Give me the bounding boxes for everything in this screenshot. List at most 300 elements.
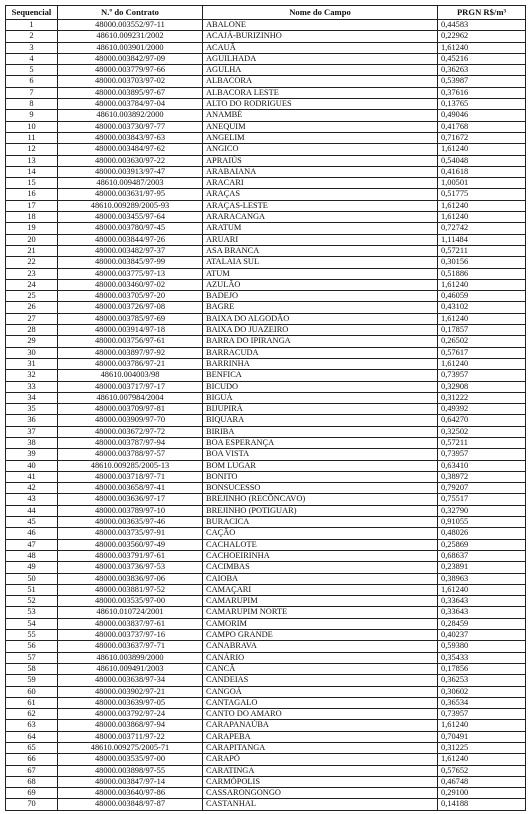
cell-nome-campo: ALBACORA	[203, 76, 438, 87]
table-row	[6, 675, 526, 686]
cell-prgn: 0,38972	[438, 471, 526, 482]
cell-contrato: 48000.003484/97-62	[58, 144, 203, 155]
table-row	[6, 607, 526, 618]
campos-table	[5, 5, 526, 811]
cell-sequencial: 4	[6, 53, 58, 64]
table-row	[6, 31, 526, 42]
table-row	[6, 743, 526, 754]
cell-prgn: 0,29100	[438, 788, 526, 799]
cell-nome-campo: CARAPEBA	[203, 731, 438, 742]
cell-prgn: 0,45216	[438, 53, 526, 64]
cell-prgn: 0,13765	[438, 99, 526, 110]
cell-contrato: 48000.003780/97-45	[58, 223, 203, 234]
cell-contrato: 48000.003779/97-66	[58, 65, 203, 76]
cell-contrato: 48000.003635/97-46	[58, 517, 203, 528]
cell-sequencial: 31	[6, 358, 58, 369]
cell-nome-campo: CACIMBAS	[203, 562, 438, 573]
cell-prgn: 0,48026	[438, 528, 526, 539]
table-row	[6, 155, 526, 166]
cell-sequencial: 42	[6, 483, 58, 494]
cell-contrato: 48000.003482/97-37	[58, 245, 203, 256]
cell-sequencial: 37	[6, 426, 58, 437]
table-row	[6, 562, 526, 573]
cell-prgn: 0,49392	[438, 404, 526, 415]
cell-sequencial: 36	[6, 415, 58, 426]
cell-sequencial: 38	[6, 437, 58, 448]
cell-contrato: 48000.003881/97-52	[58, 584, 203, 595]
cell-nome-campo: BARRINHA	[203, 358, 438, 369]
cell-contrato: 48000.003785/97-69	[58, 313, 203, 324]
table-row	[6, 42, 526, 53]
cell-sequencial: 26	[6, 302, 58, 313]
cell-sequencial: 10	[6, 121, 58, 132]
cell-prgn: 0,33643	[438, 596, 526, 607]
table-row	[6, 325, 526, 336]
cell-contrato: 48610.009491/2003	[58, 663, 203, 674]
cell-prgn: 0,32502	[438, 426, 526, 437]
table-row	[6, 189, 526, 200]
header-sequencial: Sequencial	[6, 6, 58, 20]
cell-nome-campo: ARARACANGA	[203, 212, 438, 223]
cell-nome-campo: ARAÇAS-LESTE	[203, 200, 438, 211]
table-row	[6, 505, 526, 516]
cell-sequencial: 24	[6, 279, 58, 290]
cell-nome-campo: BONSUCESSO	[203, 483, 438, 494]
cell-nome-campo: BURACICA	[203, 517, 438, 528]
table-row	[6, 539, 526, 550]
cell-prgn: 1,61240	[438, 144, 526, 155]
cell-sequencial: 70	[6, 799, 58, 810]
cell-nome-campo: ARUARI	[203, 234, 438, 245]
cell-nome-campo: ALTO DO RODRIGUES	[203, 99, 438, 110]
cell-prgn: 0,23891	[438, 562, 526, 573]
cell-contrato: 48000.003640/97-86	[58, 788, 203, 799]
table-row	[6, 257, 526, 268]
table-row	[6, 336, 526, 347]
cell-prgn: 0,59380	[438, 641, 526, 652]
cell-nome-campo: ARACARI	[203, 178, 438, 189]
table-row	[6, 709, 526, 720]
table-row	[6, 347, 526, 358]
cell-nome-campo: BREJINHO (POTIGUAR)	[203, 505, 438, 516]
table-row	[6, 144, 526, 155]
cell-sequencial: 8	[6, 99, 58, 110]
cell-sequencial: 67	[6, 765, 58, 776]
cell-contrato: 48000.003788/97-57	[58, 449, 203, 460]
cell-nome-campo: ARAÇAS	[203, 189, 438, 200]
cell-prgn: 0,46059	[438, 291, 526, 302]
table-row	[6, 313, 526, 324]
cell-prgn: 0,32908	[438, 381, 526, 392]
cell-sequencial: 15	[6, 178, 58, 189]
cell-contrato: 48000.003636/97-17	[58, 494, 203, 505]
cell-prgn: 1,61240	[438, 584, 526, 595]
table-row	[6, 53, 526, 64]
cell-prgn: 0,14188	[438, 799, 526, 810]
cell-contrato: 48000.003639/97-05	[58, 697, 203, 708]
cell-prgn: 1,61240	[438, 720, 526, 731]
cell-sequencial: 48	[6, 550, 58, 561]
cell-nome-campo: CASSARONGONGO	[203, 788, 438, 799]
cell-prgn: 0,43102	[438, 302, 526, 313]
cell-nome-campo: AGUILHADA	[203, 53, 438, 64]
cell-nome-campo: CANTO DO AMARO	[203, 709, 438, 720]
table-row	[6, 697, 526, 708]
cell-prgn: 0,28459	[438, 618, 526, 629]
table-row	[6, 20, 526, 31]
cell-contrato: 48610.009275/2005-71	[58, 743, 203, 754]
cell-contrato: 48000.003455/97-64	[58, 212, 203, 223]
cell-sequencial: 18	[6, 212, 58, 223]
cell-contrato: 48000.003909/97-70	[58, 415, 203, 426]
cell-contrato: 48000.003736/97-53	[58, 562, 203, 573]
cell-sequencial: 33	[6, 381, 58, 392]
table-row	[6, 200, 526, 211]
cell-prgn: 0,33643	[438, 607, 526, 618]
table-row	[6, 212, 526, 223]
cell-contrato: 48610.010724/2001	[58, 607, 203, 618]
table-row	[6, 471, 526, 482]
cell-nome-campo: APRAIÚS	[203, 155, 438, 166]
table-row	[6, 494, 526, 505]
cell-nome-campo: ACAJÁ-BURIZINHO	[203, 31, 438, 42]
header-contrato: N.º do Contrato	[58, 6, 203, 20]
cell-nome-campo: ANGICO	[203, 144, 438, 155]
cell-nome-campo: CACHALOTE	[203, 539, 438, 550]
cell-nome-campo: BARRA DO IPIRANGA	[203, 336, 438, 347]
cell-sequencial: 69	[6, 788, 58, 799]
cell-contrato: 48000.003791/97-61	[58, 550, 203, 561]
cell-contrato: 48000.003844/97-26	[58, 234, 203, 245]
cell-contrato: 48000.003786/97-21	[58, 358, 203, 369]
cell-nome-campo: BAIXA DO JUAZEIRO	[203, 325, 438, 336]
table-row	[6, 731, 526, 742]
cell-sequencial: 53	[6, 607, 58, 618]
cell-prgn: 0,68637	[438, 550, 526, 561]
cell-nome-campo: BENFICA	[203, 370, 438, 381]
cell-prgn: 1,61240	[438, 200, 526, 211]
cell-sequencial: 55	[6, 630, 58, 641]
header-nome-campo: Nome do Campo	[203, 6, 438, 20]
table-row	[6, 584, 526, 595]
cell-prgn: 0,57652	[438, 765, 526, 776]
cell-nome-campo: BOM LUGAR	[203, 460, 438, 471]
table-row	[6, 618, 526, 629]
cell-sequencial: 11	[6, 132, 58, 143]
cell-contrato: 48000.003535/97-00	[58, 754, 203, 765]
cell-contrato: 48000.003775/97-13	[58, 268, 203, 279]
cell-sequencial: 3	[6, 42, 58, 53]
cell-contrato: 48000.003784/97-04	[58, 99, 203, 110]
cell-prgn: 0,41618	[438, 166, 526, 177]
cell-prgn: 0,30602	[438, 686, 526, 697]
cell-prgn: 0,53987	[438, 76, 526, 87]
cell-prgn: 0,41768	[438, 121, 526, 132]
cell-contrato: 48000.003845/97-99	[58, 257, 203, 268]
cell-sequencial: 25	[6, 291, 58, 302]
cell-contrato: 48000.003897/97-92	[58, 347, 203, 358]
cell-nome-campo: BAIXA DO ALGODÃO	[203, 313, 438, 324]
cell-contrato: 48000.003638/97-34	[58, 675, 203, 686]
cell-sequencial: 20	[6, 234, 58, 245]
cell-prgn: 0,57617	[438, 347, 526, 358]
table-row	[6, 765, 526, 776]
cell-sequencial: 49	[6, 562, 58, 573]
cell-prgn: 0,36253	[438, 675, 526, 686]
cell-prgn: 0,22962	[438, 31, 526, 42]
cell-prgn: 0,36534	[438, 697, 526, 708]
table-row	[6, 291, 526, 302]
cell-prgn: 0,31222	[438, 392, 526, 403]
cell-prgn: 0,73957	[438, 449, 526, 460]
table-row	[6, 302, 526, 313]
cell-nome-campo: CAMPO GRANDE	[203, 630, 438, 641]
cell-nome-campo: CAIOBA	[203, 573, 438, 584]
table-row	[6, 788, 526, 799]
cell-sequencial: 17	[6, 200, 58, 211]
cell-nome-campo: AGULHA	[203, 65, 438, 76]
cell-sequencial: 30	[6, 347, 58, 358]
cell-contrato: 48610.009289/2005-93	[58, 200, 203, 211]
cell-sequencial: 1	[6, 20, 58, 31]
cell-prgn: 0,63410	[438, 460, 526, 471]
table-row	[6, 460, 526, 471]
table-row	[6, 663, 526, 674]
cell-contrato: 48000.003895/97-67	[58, 87, 203, 98]
cell-prgn: 0,57211	[438, 437, 526, 448]
cell-contrato: 48610.003899/2000	[58, 652, 203, 663]
cell-sequencial: 21	[6, 245, 58, 256]
cell-nome-campo: BARRACUDA	[203, 347, 438, 358]
cell-contrato: 48000.003658/97-41	[58, 483, 203, 494]
table-row	[6, 121, 526, 132]
cell-sequencial: 58	[6, 663, 58, 674]
cell-prgn: 1,61240	[438, 754, 526, 765]
cell-contrato: 48610.003892/2000	[58, 110, 203, 121]
cell-contrato: 48000.003837/97-61	[58, 618, 203, 629]
cell-sequencial: 57	[6, 652, 58, 663]
table-row	[6, 426, 526, 437]
cell-nome-campo: BOA VISTA	[203, 449, 438, 460]
cell-contrato: 48000.003902/97-21	[58, 686, 203, 697]
cell-nome-campo: CASTANHAL	[203, 799, 438, 810]
cell-sequencial: 23	[6, 268, 58, 279]
cell-nome-campo: ARABAIANA	[203, 166, 438, 177]
cell-prgn: 1,61240	[438, 279, 526, 290]
cell-prgn: 0,37616	[438, 87, 526, 98]
cell-contrato: 48000.003672/97-72	[58, 426, 203, 437]
cell-nome-campo: ANAMBÉ	[203, 110, 438, 121]
cell-contrato: 48000.003756/97-61	[58, 336, 203, 347]
cell-nome-campo: ATUM	[203, 268, 438, 279]
cell-contrato: 48000.003913/97-47	[58, 166, 203, 177]
cell-nome-campo: BIGUÁ	[203, 392, 438, 403]
cell-nome-campo: BIJUPIRÁ	[203, 404, 438, 415]
cell-prgn: 0,17856	[438, 663, 526, 674]
cell-sequencial: 63	[6, 720, 58, 731]
cell-nome-campo: CAMORIM	[203, 618, 438, 629]
table-row	[6, 99, 526, 110]
table-row	[6, 720, 526, 731]
table-row	[6, 404, 526, 415]
cell-nome-campo: CANABRAVA	[203, 641, 438, 652]
cell-sequencial: 52	[6, 596, 58, 607]
cell-prgn: 0,51886	[438, 268, 526, 279]
cell-prgn: 0,51775	[438, 189, 526, 200]
header-prgn: PRGN R$/m³	[438, 6, 526, 20]
table-row	[6, 268, 526, 279]
cell-sequencial: 22	[6, 257, 58, 268]
cell-nome-campo: BOA ESPERANÇA	[203, 437, 438, 448]
cell-sequencial: 59	[6, 675, 58, 686]
cell-prgn: 0,36263	[438, 65, 526, 76]
cell-nome-campo: CANDEIAS	[203, 675, 438, 686]
cell-sequencial: 47	[6, 539, 58, 550]
cell-prgn: 0,17857	[438, 325, 526, 336]
cell-sequencial: 56	[6, 641, 58, 652]
cell-contrato: 48000.003726/97-08	[58, 302, 203, 313]
cell-prgn: 0,40237	[438, 630, 526, 641]
cell-sequencial: 14	[6, 166, 58, 177]
cell-sequencial: 5	[6, 65, 58, 76]
cell-prgn: 0,75517	[438, 494, 526, 505]
cell-contrato: 48000.003898/97-55	[58, 765, 203, 776]
cell-nome-campo: ATALAIA SUL	[203, 257, 438, 268]
cell-contrato: 48000.003836/97-06	[58, 573, 203, 584]
cell-sequencial: 40	[6, 460, 58, 471]
cell-contrato: 48000.003552/97-11	[58, 20, 203, 31]
cell-nome-campo: BIRIBA	[203, 426, 438, 437]
cell-nome-campo: BAGRE	[203, 302, 438, 313]
table-row	[6, 65, 526, 76]
cell-nome-campo: CARAPITANGA	[203, 743, 438, 754]
cell-prgn: 0,91055	[438, 517, 526, 528]
cell-contrato: 48000.003848/97-87	[58, 799, 203, 810]
table-row	[6, 528, 526, 539]
cell-sequencial: 7	[6, 87, 58, 98]
cell-sequencial: 29	[6, 336, 58, 347]
cell-prgn: 0,73957	[438, 370, 526, 381]
table-row	[6, 517, 526, 528]
table-row	[6, 630, 526, 641]
cell-nome-campo: CANGOÁ	[203, 686, 438, 697]
cell-sequencial: 65	[6, 743, 58, 754]
table-row	[6, 596, 526, 607]
cell-sequencial: 60	[6, 686, 58, 697]
cell-sequencial: 34	[6, 392, 58, 403]
cell-contrato: 48610.004003/98	[58, 370, 203, 381]
cell-prgn: 1,61240	[438, 358, 526, 369]
cell-contrato: 48000.003637/97-71	[58, 641, 203, 652]
cell-contrato: 48000.003843/97-63	[58, 132, 203, 143]
cell-nome-campo: ASA BRANCA	[203, 245, 438, 256]
cell-contrato: 48000.003718/97-71	[58, 471, 203, 482]
cell-prgn: 0,46748	[438, 776, 526, 787]
cell-nome-campo: CAMAÇARI	[203, 584, 438, 595]
table-row	[6, 686, 526, 697]
table-row	[6, 223, 526, 234]
cell-sequencial: 54	[6, 618, 58, 629]
cell-sequencial: 46	[6, 528, 58, 539]
cell-nome-campo: CANCÃ	[203, 663, 438, 674]
cell-nome-campo: BICUDO	[203, 381, 438, 392]
cell-contrato: 48000.003737/97-16	[58, 630, 203, 641]
table-row	[6, 415, 526, 426]
cell-contrato: 48000.003560/97-49	[58, 539, 203, 550]
table-row	[6, 449, 526, 460]
cell-nome-campo: ABALONE	[203, 20, 438, 31]
cell-contrato: 48000.003709/97-81	[58, 404, 203, 415]
cell-nome-campo: ALBACORA LESTE	[203, 87, 438, 98]
cell-contrato: 48000.003842/97-09	[58, 53, 203, 64]
cell-prgn: 0,35433	[438, 652, 526, 663]
cell-contrato: 48610.009231/2002	[58, 31, 203, 42]
cell-contrato: 48000.003730/97-77	[58, 121, 203, 132]
cell-prgn: 0,30156	[438, 257, 526, 268]
table-row	[6, 234, 526, 245]
cell-nome-campo: BIQUARA	[203, 415, 438, 426]
cell-prgn: 0,57211	[438, 245, 526, 256]
cell-contrato: 48610.009487/2003	[58, 178, 203, 189]
cell-nome-campo: AZULÃO	[203, 279, 438, 290]
cell-prgn: 0,73957	[438, 709, 526, 720]
cell-sequencial: 19	[6, 223, 58, 234]
cell-contrato: 48000.003535/97-00	[58, 596, 203, 607]
cell-sequencial: 6	[6, 76, 58, 87]
cell-contrato: 48000.003792/97-24	[58, 709, 203, 720]
table-body	[6, 20, 526, 811]
cell-prgn: 1,11484	[438, 234, 526, 245]
cell-sequencial: 44	[6, 505, 58, 516]
cell-prgn: 0,72742	[438, 223, 526, 234]
cell-prgn: 0,64270	[438, 415, 526, 426]
cell-sequencial: 16	[6, 189, 58, 200]
cell-prgn: 0,31225	[438, 743, 526, 754]
cell-prgn: 0,25869	[438, 539, 526, 550]
cell-sequencial: 39	[6, 449, 58, 460]
table-row	[6, 110, 526, 121]
table-row	[6, 641, 526, 652]
table-row	[6, 776, 526, 787]
table-row	[6, 132, 526, 143]
cell-sequencial: 2	[6, 31, 58, 42]
cell-nome-campo: CANÁRIO	[203, 652, 438, 663]
table-row	[6, 166, 526, 177]
cell-prgn: 0,44583	[438, 20, 526, 31]
table-row	[6, 392, 526, 403]
table-row	[6, 358, 526, 369]
cell-prgn: 0,79207	[438, 483, 526, 494]
cell-contrato: 48610.003901/2000	[58, 42, 203, 53]
cell-prgn: 0,49046	[438, 110, 526, 121]
cell-contrato: 48000.003630/97-22	[58, 155, 203, 166]
cell-contrato: 48000.003705/97-20	[58, 291, 203, 302]
cell-contrato: 48000.003789/97-10	[58, 505, 203, 516]
cell-prgn: 1,00501	[438, 178, 526, 189]
table-row	[6, 381, 526, 392]
table-row	[6, 279, 526, 290]
table-row	[6, 483, 526, 494]
cell-contrato: 48000.003914/97-18	[58, 325, 203, 336]
document-page	[5, 5, 525, 811]
cell-contrato: 48000.003787/97-94	[58, 437, 203, 448]
cell-contrato: 48000.003711/97-22	[58, 731, 203, 742]
table-row	[6, 178, 526, 189]
cell-sequencial: 9	[6, 110, 58, 121]
header-row	[6, 6, 526, 20]
cell-nome-campo: BONITO	[203, 471, 438, 482]
table-row	[6, 245, 526, 256]
